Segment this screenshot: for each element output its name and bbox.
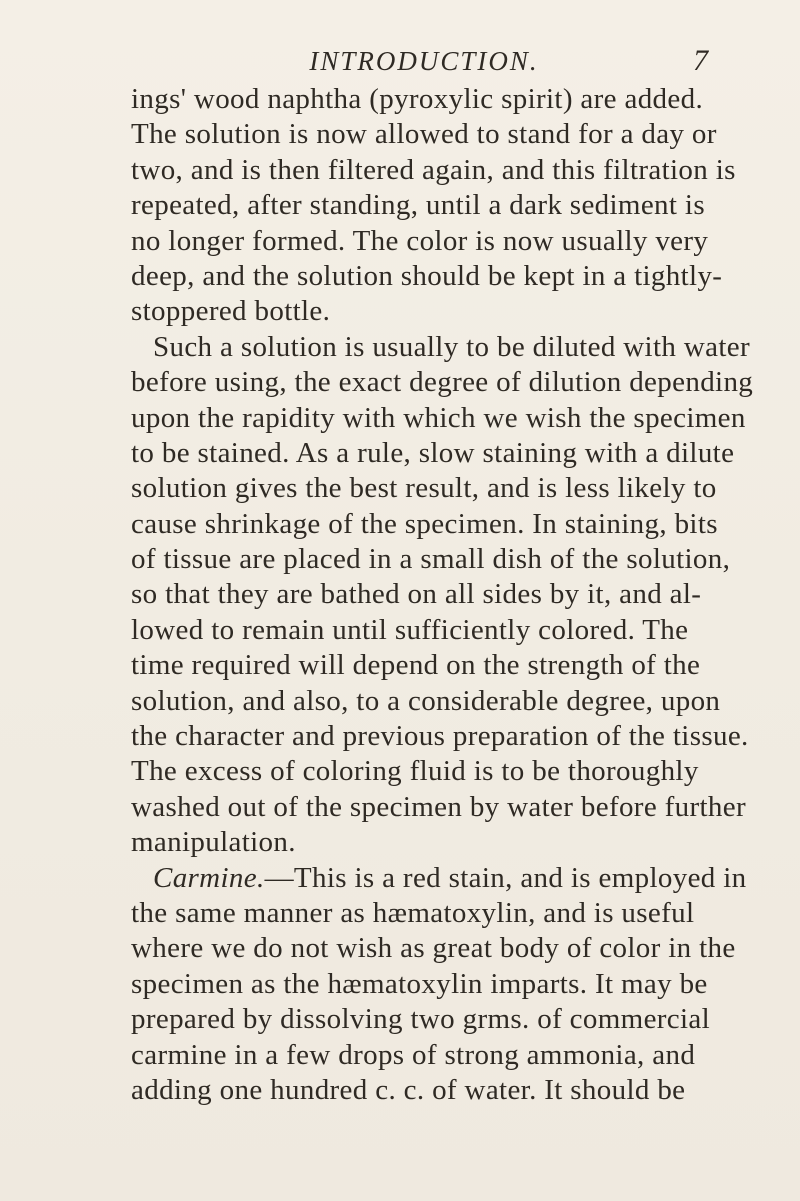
text-line: the same manner as hæmatoxylin, and is useful [131,896,695,929]
term-definition: —This is a red stain, and is employed in [264,861,747,894]
text-line: manipulation. [131,826,296,859]
text-line: repeated, after standing, until a dark sediment is [131,189,705,222]
text-line: The excess of coloring fluid is to be thoroughly [131,755,699,788]
text-line: of tissue are placed in a small dish of the solution, [131,543,731,576]
text-line: where we do not wish as great body of color in the [131,932,736,965]
text-line: to be stained. As a rule, slow staining with a dilute [131,436,735,469]
text-line: deep, and the solution should be kept in a tightly- [131,259,723,292]
paragraph-3 [131,861,771,1109]
text-line: The solution is now allowed to stand for a day or [131,118,717,151]
page-number: 7 [693,44,708,77]
body-text [131,82,771,1108]
text-line: time required will depend on the strength of the [131,649,701,682]
text-line [131,861,771,896]
text-line: prepared by dissolving two grms. of commercial [131,1003,711,1036]
running-head [140,44,708,84]
paragraph-1 [131,82,771,330]
text-line: cause shrinkage of the specimen. In staining, bits [131,507,718,540]
text-line: upon the rapidity with which we wish the specimen [131,401,746,434]
text-line: specimen as the hæmatoxylin imparts. It may be [131,967,708,1000]
text-line: adding one hundred c. c. of water. It should be [131,1073,686,1106]
text-line: two, and is then filtered again, and this filtration is [131,153,736,186]
text-line: Such a solution is usually to be diluted with water [153,330,750,363]
text-line: stoppered bottle. [131,295,331,328]
text-line: so that they are bathed on all sides by it, and al- [131,578,702,611]
text-line: solution gives the best result, and is less likely to [131,472,717,505]
running-title: INTRODUCTION. [309,46,539,76]
text-line: before using, the exact degree of dilution depending [131,366,754,399]
text-line: solution, and also, to a considerable degree, upon [131,684,721,717]
text-line: washed out of the specimen by water before further [131,790,746,823]
text-line: carmine in a few drops of strong ammonia, and [131,1038,696,1071]
text-line: lowed to remain until sufficiently colored. The [131,613,689,646]
section-term: Carmine. [153,861,265,894]
text-line: ings' wood naphtha (pyroxylic spirit) are added. [131,83,704,115]
paragraph-2 [131,330,771,861]
text-line: the character and previous preparation of the tissue. [131,720,749,753]
text-line: no longer formed. The color is now usually very [131,224,709,257]
